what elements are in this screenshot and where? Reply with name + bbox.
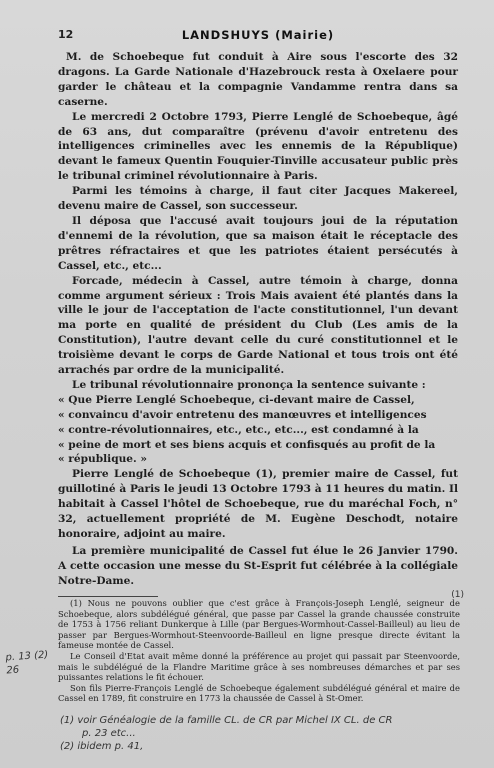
paragraph: M. de Schoebeque fut conduit à Aire sous l'escorte des 32 dragons. La Garde Nationale d'Hazebrouck resta à Oxelaere pour garder le château et la compagnie Vandamme rentra dans sa caserne. [58, 51, 458, 108]
sentence-line: « peine de mort et ses biens acquis et confisqués au profit de la [58, 438, 436, 451]
handwritten-footnote-mark: (1) [451, 590, 464, 600]
handwritten-margin-note: p. 13 (2) 26 [5, 649, 49, 677]
page-number: 12 [58, 28, 74, 41]
sentence-line: « Que Pierre Lenglé Schoebeque, ci-devant maire de Cassel, [58, 393, 415, 406]
paragraph: Parmi les témoins à charge, il faut citer Jacques Makereel, devenu maire de Cassel, son successeur. [58, 185, 458, 213]
sentence-line: « république. » [58, 453, 148, 466]
footnote: (1) Nous ne pouvons oublier que c'est grâce à François-Joseph Lenglé, seigneur de Schoebeque, alors subdélégué général, que passe par Cassel la grande chaussée construite de 1753 à 1756 reliant Dunkerque à Lille (par Bergues-Wormhout-Cassel-Bailleul) au lieu de passer par Bergues-Wormhout-Steenvoorde-Bailleul en ligne presque directe évitant la fameuse montée de Cassel. [58, 598, 460, 651]
paragraph: Pierre Lenglé de Schoebeque (1), premier maire de Cassel, fut guillotiné à Paris le jeudi 13 Octobre 1793 à 11 heures du matin. Il habitait à Cassel l'hôtel de Schoebeque, rue du maréchal Foch, n° 32, actuellement propriété de M. Eugène Deschodt, notaire honoraire, adjoint au maire. [58, 468, 458, 540]
paragraph: Le tribunal révolutionnaire prononça la sentence suivante : [72, 378, 426, 391]
paragraph: Forcade, médecin à Cassel, autre témoin à charge, donna comme argument sérieux : Trois Mais avaient été plantés dans la ville le jour de l'acceptation de l'acte constitutionnel, l'un devant ma porte en qualité de président du Club (Les amis de la Constitution), l'autre devant celle du curé constitutionnel et le troisième devant le corps de Garde National et tous trois ont été arrachés par ordre de la municipalité. [58, 274, 458, 377]
sentence-line: « contre-révolutionnaires, etc., etc., etc..., est condamné à la [58, 423, 419, 436]
page-header [58, 28, 458, 44]
running-title: LANDSHUYS (Mairie) [181, 28, 335, 42]
paragraph: Le mercredi 2 Octobre 1793, Pierre Lenglé de Schoebeque, âgé de 63 ans, dut comparaître (prévenu d'avoir entretenu des intelligences criminelles avec les ennemis de la République) devant le fameux Quentin Fouquier-Tinville accusateur public près le tribunal criminel révolutionnaire à Paris. [58, 110, 458, 183]
paragraph: La première municipalité de Cassel fut élue le 26 Janvier 1790. A cette occasion une messe du St-Esprit fut célébrée à la collégiale Notre-Dame. [58, 544, 458, 587]
sentence-line: « convaincu d'avoir entretenu des manœuvres et intelligences [58, 408, 427, 421]
footnotes [58, 598, 460, 704]
paragraph: Il déposa que l'accusé avait toujours joui de la réputation d'ennemi de la révolution, que sa maison était le réceptacle des prêtres réfractaires et que les patriotes étaient persécutés à Cassel, etc., etc... [58, 214, 458, 272]
footnote: Le Conseil d'Etat avait même donné la préférence au projet qui passait par Steenvoorde, mais le subdélégué de la Flandre Maritime grâce à ses nombreuses démarches et par ses puissantes relations le fit échouer. [58, 650, 460, 683]
handwritten-bottom-note: (1) voir Généalogie de la famille CL. de CR par Michel IX CL. de CR p. 23 etc... (2) ibidem p. 41, [60, 715, 393, 752]
main-text [58, 50, 458, 589]
footnote-divider [58, 596, 158, 597]
footnote: Son fils Pierre-François Lenglé de Schoebeque également subdélégué général et maire de Cassel en 1789, fit construire en 1773 la chaussée de Cassel à St-Omer. [58, 682, 460, 704]
